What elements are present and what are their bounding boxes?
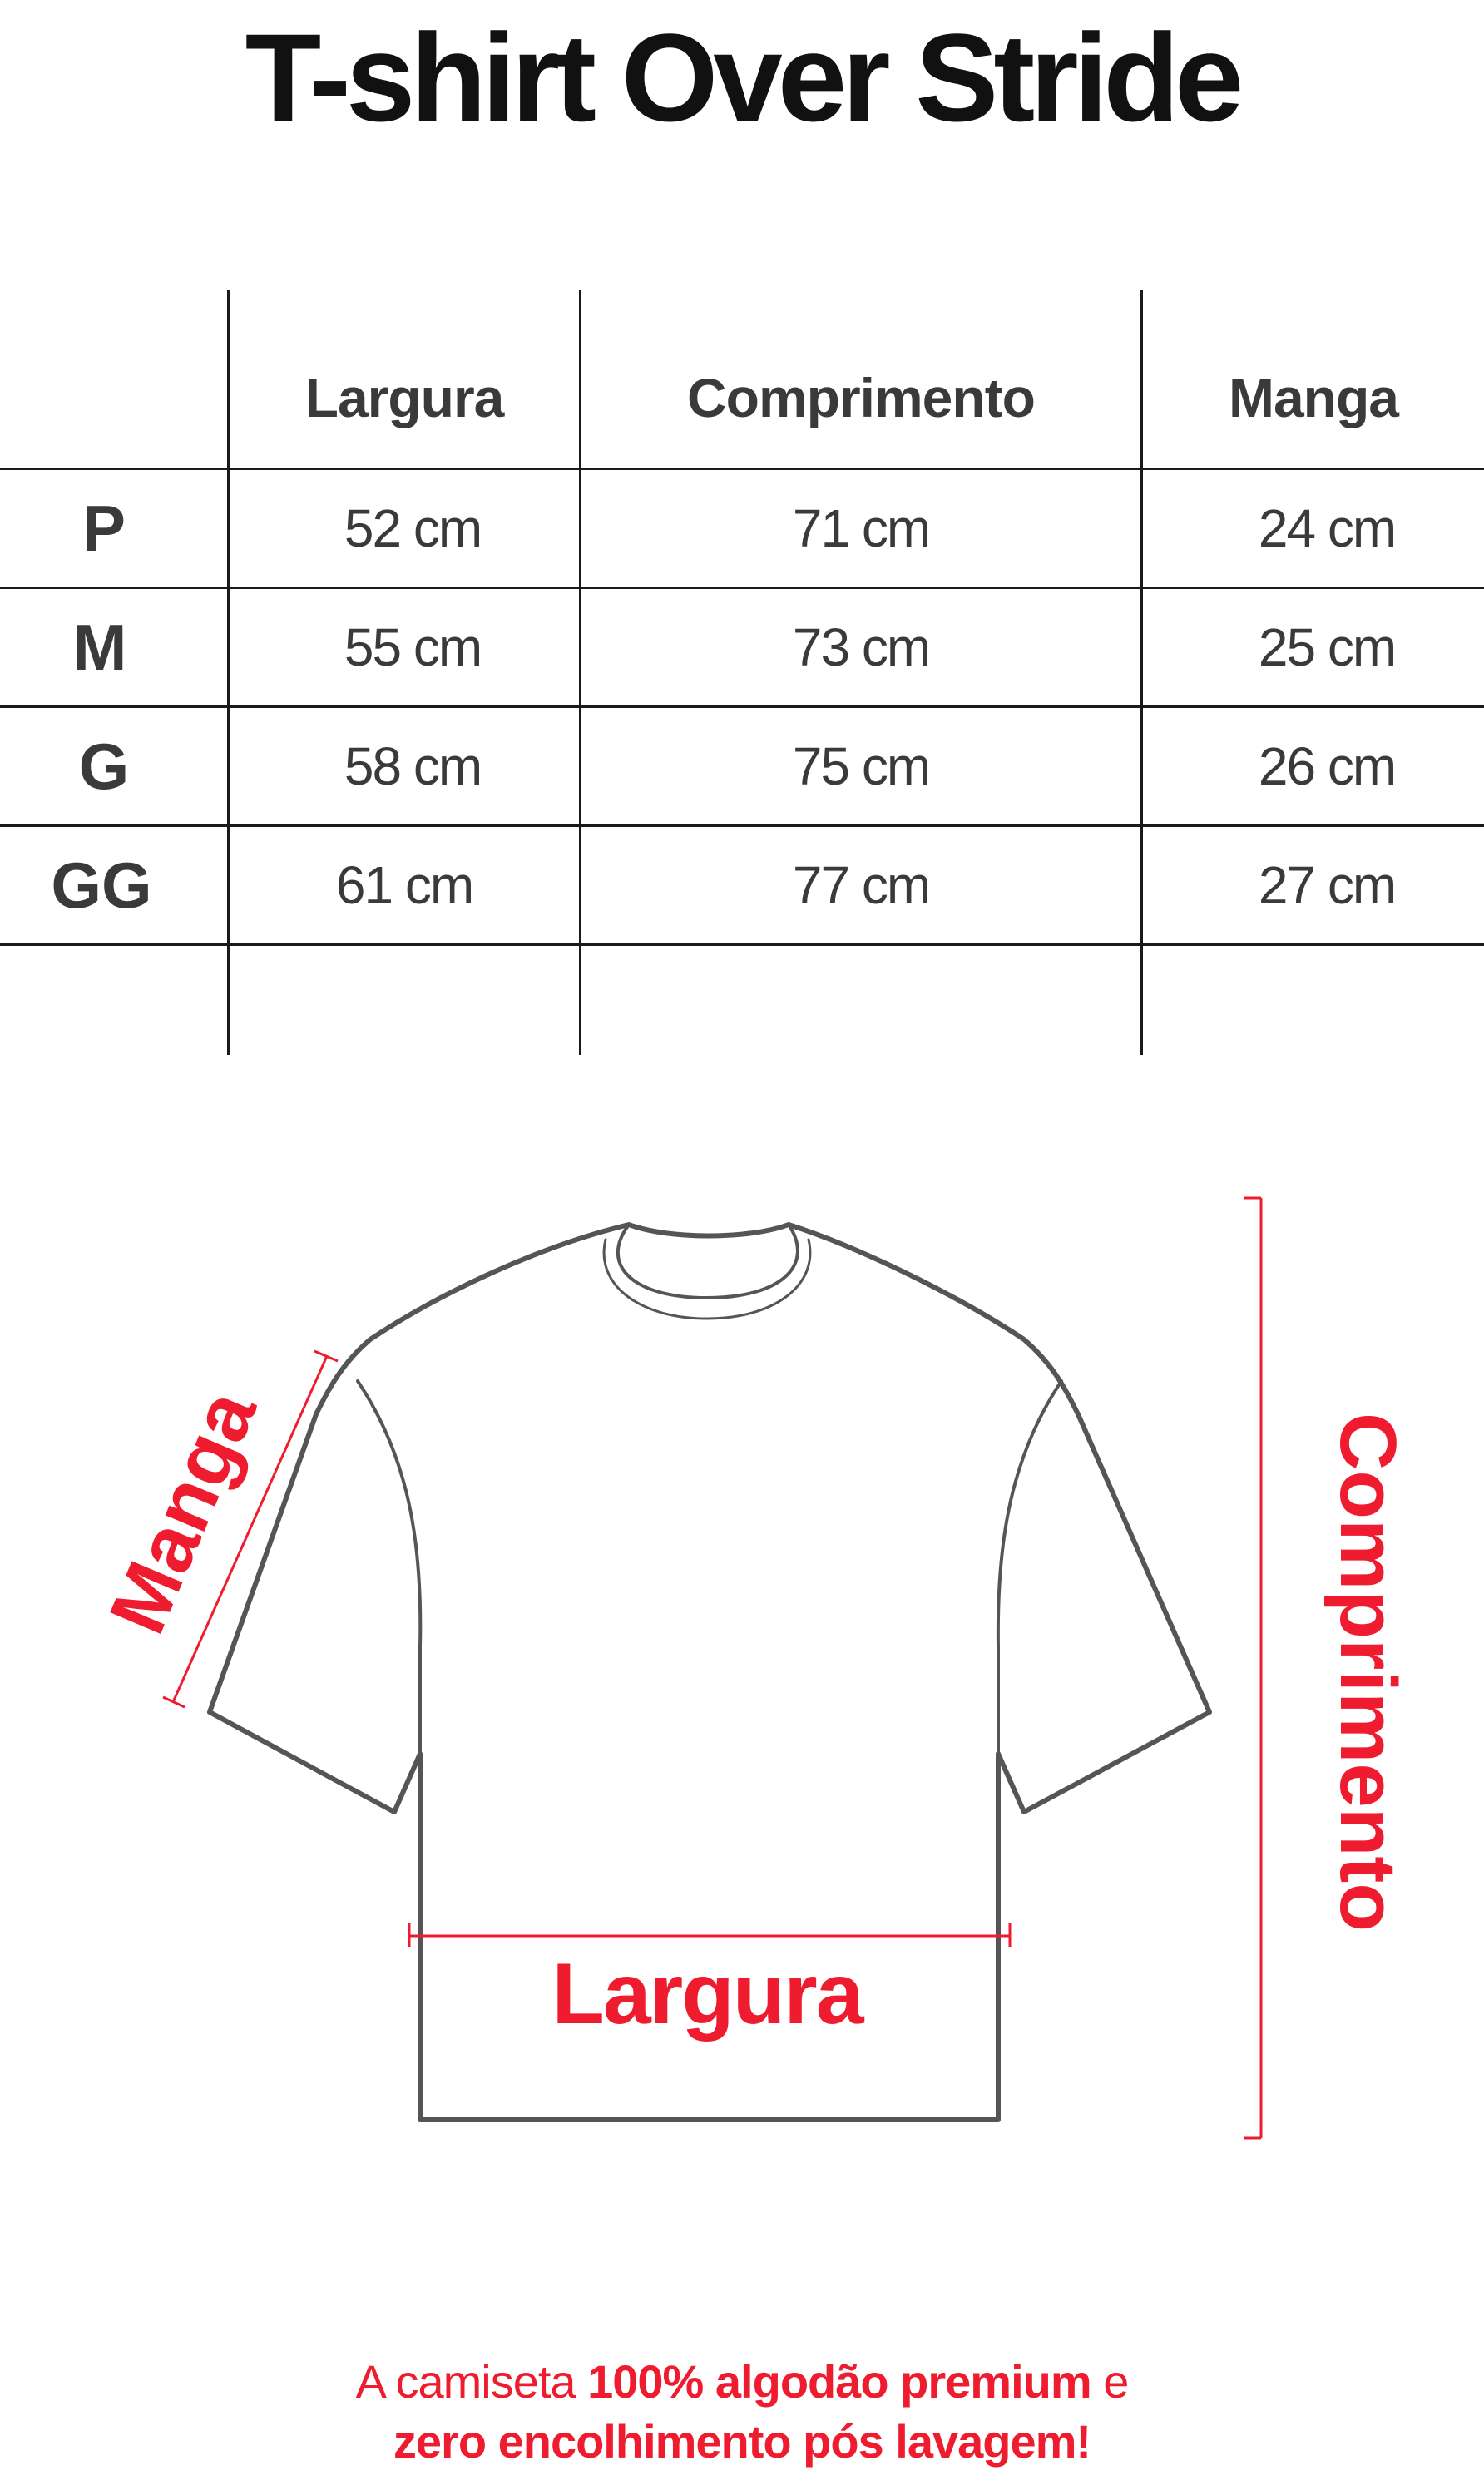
table-cell-m-largura: 55 cm (344, 617, 482, 677)
table-cell-gg-largura: 61 cm (335, 855, 473, 915)
table-cell-g-manga: 26 cm (1258, 736, 1396, 796)
comprimento-measure-line (1244, 1198, 1261, 2138)
size-label-g: G (78, 729, 130, 803)
page-title: T-shirt Over Stride (245, 7, 1239, 147)
manga-label: Manga (92, 1378, 274, 1646)
table-hline-5 (0, 943, 1484, 946)
table-cell-gg-manga: 27 cm (1258, 855, 1396, 915)
size-label-m: M (72, 610, 127, 684)
footer-highlight-1: 100% algodão premium (587, 2355, 1091, 2408)
footer-highlight-2: zero encolhimento pós lavagem! (393, 2415, 1091, 2468)
table-cell-p-largura: 52 cm (344, 498, 482, 558)
largura-label: Largura (552, 1946, 863, 2042)
column-header-comprimento: Comprimento (687, 367, 1035, 428)
size-label-p: P (82, 491, 126, 565)
table-cell-m-manga: 25 cm (1258, 617, 1396, 677)
column-header-largura: Largura (304, 367, 504, 428)
footer-text-1: A camiseta (355, 2355, 588, 2408)
table-cell-p-manga: 24 cm (1258, 498, 1396, 558)
footer-text-2: e (1091, 2355, 1129, 2408)
size-label-gg: GG (51, 848, 152, 922)
size-table (0, 290, 1484, 1055)
largura-measure-line (409, 1923, 1010, 1947)
tshirt-measurement-diagram (0, 1165, 1484, 2180)
footer-line-1 (0, 2353, 1484, 2411)
table-cell-g-largura: 58 cm (344, 736, 482, 796)
table-cell-p-comprimento: 71 cm (792, 498, 930, 558)
table-cell-m-comprimento: 73 cm (792, 617, 930, 677)
column-header-manga: Manga (1228, 367, 1399, 428)
footer-line-2 (0, 2413, 1484, 2471)
table-cell-g-comprimento: 75 cm (792, 736, 930, 796)
comprimento-label: Comprimento (1323, 1413, 1412, 1932)
table-cell-gg-comprimento: 77 cm (792, 855, 930, 915)
